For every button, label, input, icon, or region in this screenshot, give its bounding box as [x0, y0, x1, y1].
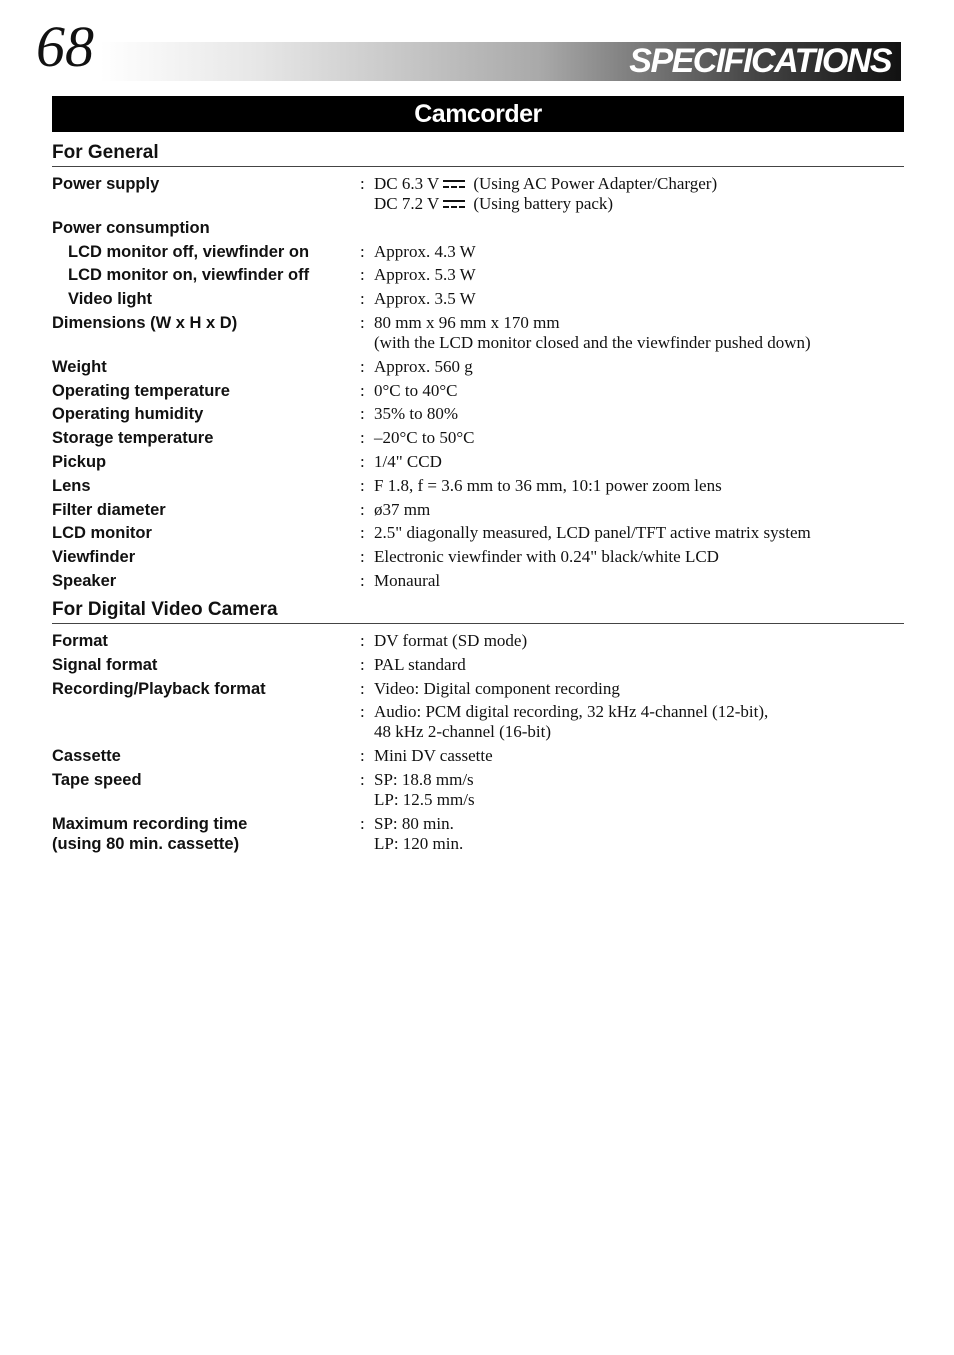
spec-value: Electronic viewfinder with 0.24" black/white LCD [374, 547, 719, 567]
spec-value: Video: Digital component recording [374, 678, 620, 698]
spec-separator: : [360, 769, 365, 789]
spec-separator: : [360, 630, 365, 650]
spec-value-line [374, 702, 904, 722]
spec-label: Dimensions (W x H x D) [52, 313, 238, 332]
spec-row [52, 242, 904, 262]
spec-value-line [374, 265, 904, 285]
spec-value: SP: 18.8 mm/s [374, 769, 474, 789]
spec-row [52, 381, 904, 401]
spec-separator: : [360, 570, 365, 590]
spec-values [374, 655, 904, 675]
spec-value-line [374, 523, 904, 543]
spec-row [52, 655, 904, 675]
spec-separator: : [360, 356, 365, 376]
spec-value: (with the LCD monitor closed and the viewfinder pushed down) [374, 332, 811, 352]
spec-label: Maximum recording time (using 80 min. cassette) [52, 814, 248, 853]
spec-value: 0°C to 40°C [374, 380, 458, 400]
title-bar [100, 42, 901, 81]
page-title: SPECIFICATIONS [629, 42, 891, 80]
spec-row [52, 500, 904, 520]
spec-value-line [374, 814, 904, 834]
spec-separator: : [360, 451, 365, 471]
spec-separator: : [360, 547, 365, 567]
spec-value-line [374, 500, 904, 520]
spec-value: 48 kHz 2-channel (16-bit) [374, 722, 552, 742]
spec-separator: : [360, 380, 365, 400]
spec-value-note: (Using AC Power Adapter/Charger) [473, 174, 718, 193]
spec-value: LP: 120 min. [374, 833, 464, 853]
spec-label: Pickup [52, 452, 107, 471]
spec-separator: : [360, 523, 365, 543]
spec-values [374, 289, 904, 309]
spec-label: LCD monitor [52, 524, 152, 543]
spec-value: 1/4" CCD [374, 451, 442, 471]
spec-values [374, 631, 904, 651]
spec-label: Tape speed [52, 770, 142, 789]
spec-separator: : [360, 289, 365, 309]
spec-row [52, 289, 904, 309]
spec-label: Signal format [52, 655, 158, 674]
spec-label: Power consumption [52, 218, 210, 237]
spec-label: Viewfinder [52, 548, 136, 567]
dc-symbol-icon [443, 200, 465, 209]
spec-row [52, 679, 904, 699]
spec-label: Speaker [52, 571, 117, 590]
spec-separator: : [360, 428, 365, 448]
spec-value: SP: 80 min. [374, 813, 454, 833]
spec-row [52, 313, 904, 353]
spec-row [52, 476, 904, 496]
group-title: For Digital Video Camera [52, 597, 904, 624]
spec-value: Approx. 4.3 W [374, 241, 476, 261]
spec-value: Audio: PCM digital recording, 32 kHz 4-channel (12-bit), [374, 702, 769, 722]
spec-row [52, 571, 904, 591]
spec-value: DC 6.3 V [374, 174, 440, 193]
spec-value: 35% to 80% [374, 404, 459, 424]
spec-value: LP: 12.5 mm/s [374, 789, 475, 809]
spec-value: Monaural [374, 570, 441, 590]
spec-value: Mini DV cassette [374, 746, 493, 766]
spec-separator: : [360, 813, 365, 833]
spec-content [52, 140, 904, 858]
spec-values [374, 404, 904, 424]
spec-separator: : [360, 654, 365, 674]
spec-value-line [374, 571, 904, 591]
dc-symbol-icon [443, 180, 465, 189]
spec-separator: : [360, 678, 365, 698]
spec-value-line [374, 770, 904, 790]
spec-value-line [374, 428, 904, 448]
spec-value-line [374, 631, 904, 651]
spec-label: Video light [68, 290, 153, 309]
spec-label: Power supply [52, 175, 160, 193]
spec-value-line [374, 289, 904, 309]
spec-row [52, 770, 904, 810]
spec-row [52, 452, 904, 472]
spec-value-line [374, 722, 904, 742]
spec-value: PAL standard [374, 654, 466, 674]
spec-label: Storage temperature [52, 429, 214, 448]
spec-row [52, 631, 904, 651]
spec-value-line [374, 404, 904, 424]
spec-values [374, 265, 904, 285]
spec-value-line [374, 174, 904, 194]
spec-label: LCD monitor on, viewfinder off [68, 266, 310, 285]
spec-value-line [374, 655, 904, 675]
spec-values [374, 500, 904, 520]
spec-value-note: (Using battery pack) [473, 194, 614, 213]
spec-value-line [374, 679, 904, 699]
spec-value-line [374, 746, 904, 766]
spec-values [374, 218, 904, 238]
spec-label: LCD monitor off, viewfinder on [68, 242, 310, 261]
spec-value: Approx. 560 g [374, 356, 473, 376]
spec-label [52, 702, 360, 742]
spec-value-line [374, 194, 904, 214]
spec-label: Operating humidity [52, 405, 204, 424]
page-number: 68 [36, 14, 94, 79]
spec-value: Approx. 3.5 W [374, 289, 476, 309]
spec-separator: : [360, 499, 365, 519]
spec-value: DC 7.2 V [374, 194, 440, 213]
spec-separator: : [360, 265, 365, 285]
spec-row [52, 404, 904, 424]
spec-values [374, 242, 904, 262]
spec-row [52, 814, 904, 854]
spec-value: 2.5" diagonally measured, LCD panel/TFT active matrix system [374, 523, 811, 543]
spec-label: Cassette [52, 747, 121, 766]
spec-values [374, 679, 904, 699]
spec-value: DV format (SD mode) [374, 630, 528, 650]
spec-value: 80 mm x 96 mm x 170 mm [374, 312, 560, 332]
spec-label: Recording/Playback format [52, 679, 266, 698]
spec-value-line [374, 242, 904, 262]
section-heading: Camcorder [52, 96, 904, 132]
spec-row [52, 547, 904, 567]
spec-row [52, 218, 904, 238]
spec-row [52, 523, 904, 543]
spec-values [374, 381, 904, 401]
spec-label: Weight [52, 357, 107, 376]
spec-value: ø37 mm [374, 499, 431, 519]
spec-values [374, 313, 904, 353]
spec-value-line [374, 790, 904, 810]
spec-separator: : [360, 174, 365, 193]
spec-value-line [374, 476, 904, 496]
spec-values [374, 174, 904, 214]
spec-label: Format [52, 631, 108, 650]
spec-row [52, 174, 904, 214]
group-title: For General [52, 140, 904, 167]
spec-separator: : [360, 404, 365, 424]
spec-values [374, 547, 904, 567]
spec-value-line [374, 452, 904, 472]
spec-values [374, 476, 904, 496]
spec-values [374, 357, 904, 377]
spec-separator: : [360, 475, 365, 495]
spec-separator: : [360, 702, 365, 722]
spec-values [374, 571, 904, 591]
spec-values [374, 428, 904, 448]
spec-label: Lens [52, 476, 91, 495]
spec-separator: : [360, 312, 365, 332]
spec-value-line [374, 547, 904, 567]
spec-row [52, 746, 904, 766]
spec-row [52, 357, 904, 377]
spec-values [374, 452, 904, 472]
spec-value-line [374, 381, 904, 401]
spec-value-line [374, 834, 904, 854]
spec-values [374, 814, 904, 854]
spec-value: Approx. 5.3 W [374, 265, 476, 285]
spec-value-line [374, 357, 904, 377]
spec-values [374, 523, 904, 543]
spec-separator: : [360, 746, 365, 766]
spec-value: F 1.8, f = 3.6 mm to 36 mm, 10:1 power zoom lens [374, 475, 722, 495]
spec-row [52, 428, 904, 448]
spec-label: Operating temperature [52, 381, 230, 400]
spec-row [52, 702, 904, 742]
spec-value-line [374, 333, 904, 353]
spec-values [374, 746, 904, 766]
spec-separator: : [360, 241, 365, 261]
spec-label: Filter diameter [52, 500, 166, 519]
spec-value-line [374, 313, 904, 333]
spec-values [374, 702, 904, 742]
spec-row [52, 265, 904, 285]
spec-value: –20°C to 50°C [374, 428, 475, 448]
spec-values [374, 770, 904, 810]
